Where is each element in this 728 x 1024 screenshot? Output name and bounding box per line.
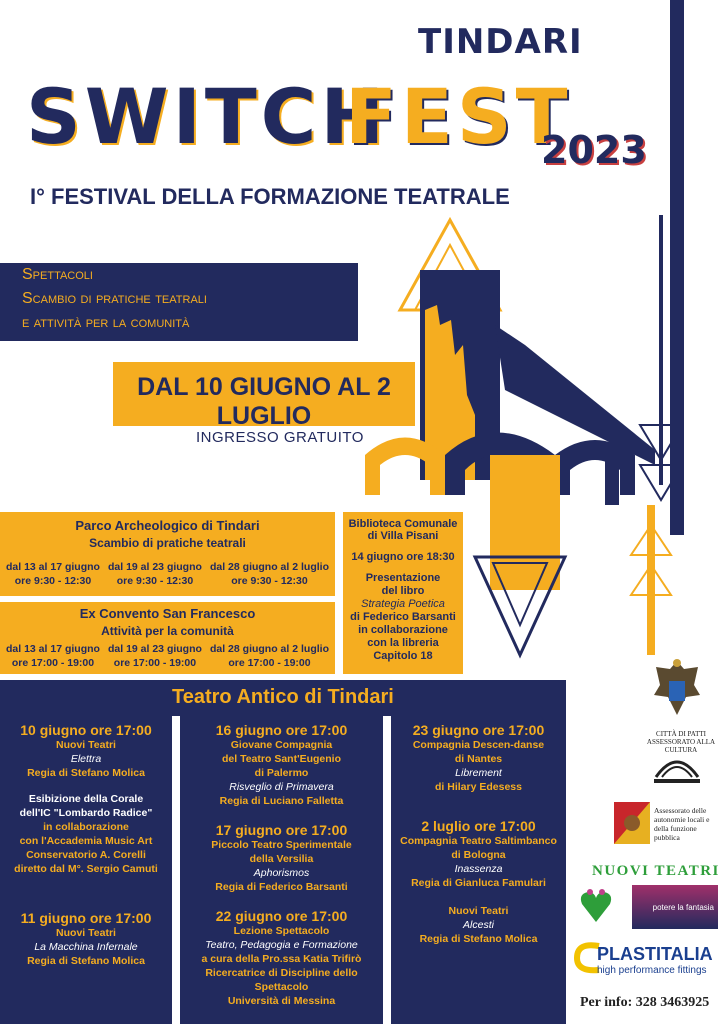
event-date: 17 giugno ore 17:00 [215, 822, 348, 838]
column-divider [172, 716, 180, 1024]
teatro-column-3 [391, 722, 566, 946]
festival-subtitle: I° FESTIVAL DELLA FORMAZIONE TEATRALE [30, 184, 510, 209]
convento-slot: dal 19 al 23 giugno ore 17:00 - 19:00 [107, 643, 202, 669]
festival-year: 2023 [541, 128, 647, 172]
festival-title-switch: SWITCH [26, 72, 389, 161]
nuovi-teatri-logo: NUOVI TEATRI [592, 863, 720, 879]
biblioteca-title: Biblioteca Comunale di Villa Pisani [348, 518, 458, 542]
activity-item: e attività per la comunità [22, 314, 190, 331]
event-details: Esibizione della Corale dell'IC "Lombardo Radice" in collaborazione con l'Accademia Music Art Conservatorio A. Corelli diretto dal M°. Sergio Camuti [14, 793, 158, 875]
biblioteca-details: Presentazione del libro Strategia Poetica di Federico Barsanti in collaborazione con la libreria Capitolo 18 [350, 572, 456, 662]
heart-logo-icon [578, 884, 614, 928]
patti-eagle-crest-icon [650, 655, 704, 725]
parco-subtitle: Scambio di pratiche teatrali [89, 536, 246, 550]
convento-title: Ex Convento San Francesco [79, 606, 256, 621]
activity-item: Spettacoli [22, 266, 93, 283]
event-date: 2 luglio ore 17:00 [421, 818, 536, 834]
ex-convento-box [0, 602, 335, 674]
activities-banner [0, 263, 358, 341]
plastitalia-logo: PLASTITALIA high performance fittings [573, 936, 718, 984]
convento-slot: dal 28 giugno al 2 luglio ore 17:00 - 19:00 [209, 643, 329, 669]
parco-slot: dal 28 giugno al 2 luglio ore 9:30 - 12:30 [209, 561, 329, 587]
entry-info: INGRESSO GRATUITO [196, 429, 364, 446]
parco-title: Parco Archeologico di Tindari [75, 518, 260, 533]
festival-dates: DAL 10 GIUGNO AL 2 LUGLIO [137, 373, 391, 430]
teatro-column-1 [0, 722, 172, 968]
event-date: 16 giugno ore 17:00 [215, 722, 348, 738]
convento-slot: dal 13 al 17 giugno ore 17:00 - 19:00 [6, 643, 100, 669]
event-details: Compagnia Teatro Saltimbanco di Bologna Inassenza Regia di Gianluca Famulari [400, 835, 557, 889]
teatro-title: Teatro Antico di Tindari [172, 686, 394, 708]
sicilia-region-icon [614, 802, 650, 844]
convento-subtitle: Attività per la comunità [101, 624, 234, 638]
potere-fantasia-logo: potere la fantasia [632, 885, 718, 929]
parco-slot: dal 13 al 17 giugno ore 9:30 - 12:30 [6, 561, 100, 587]
column-divider [383, 716, 391, 1024]
event-details: Compagnia Descen-danse di Nantes Librement di Hilary Edesess [412, 739, 545, 793]
activity-item: Scambio di pratiche teatrali [22, 290, 207, 307]
parco-slot: dal 19 al 23 giugno ore 9:30 - 12:30 [107, 561, 202, 587]
event-details: Giovane Compagnia del Teatro Sant'Eugenio di Palermo Risveglio di Primavera Regia di Luciano Falletta [219, 739, 344, 807]
location-title: TINDARI [418, 22, 583, 62]
event-date: 10 giugno ore 17:00 [20, 722, 152, 738]
event-details: Lezione Spettacolo Teatro, Pedagogia e Formazione a cura della Pro.ssa Katia Trifirò Ricercatrice di Discipline dello Spettacolo Università di Messina [201, 925, 362, 1007]
event-date: 23 giugno ore 17:00 [412, 722, 545, 738]
patti-caption: CITTÀ DI PATTI ASSESSORATO ALLA CULTURA [646, 730, 716, 754]
event-details: Piccolo Teatro Sperimentale della Versilia Aphorismos Regia di Federico Barsanti [211, 839, 352, 893]
event-date: 22 giugno ore 17:00 [215, 908, 348, 924]
contact-info: Per info: 328 3463925 [580, 995, 710, 1010]
event-details: Nuovi Teatri Elettra Regia di Stefano Molica [27, 739, 145, 779]
event-details: Nuovi Teatri Alcesti Regia di Stefano Molica [419, 905, 538, 945]
regione-caption: Assessorato delle autonomie locali e della funzione pubblica [654, 806, 710, 842]
parco-archeologico-box [0, 512, 335, 596]
theatre-logo-icon [652, 745, 702, 789]
teatro-column-2 [180, 722, 383, 1008]
event-date: 11 giugno ore 17:00 [20, 910, 152, 926]
biblioteca-date: 14 giugno ore 18:30 [351, 551, 455, 563]
biblioteca-box [343, 512, 463, 674]
event-details: Nuovi Teatri La Macchina Infernale Regia di Stefano Molica [27, 927, 145, 967]
festival-title-fest: FEST [345, 72, 572, 161]
